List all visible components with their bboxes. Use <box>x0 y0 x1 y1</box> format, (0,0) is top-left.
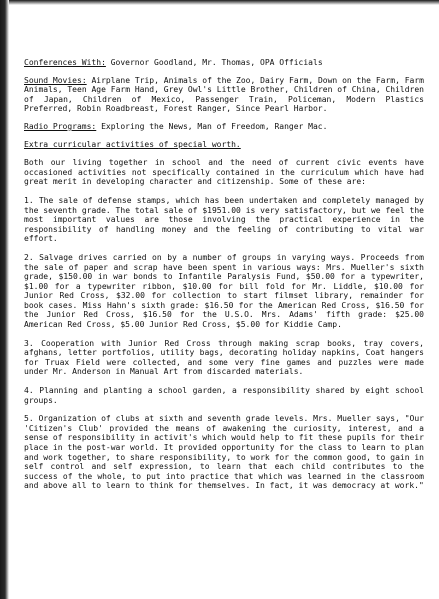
section-title: Extra curricular activities of special worth. <box>24 139 241 149</box>
radio-programs-text: Exploring the News, Man of Freedom, Ranger Mac. <box>96 121 328 131</box>
item-school-garden: 4. Planning and planting a school garden, a responsibility shared by eight school groups. <box>24 386 424 405</box>
scan-edge-left <box>0 0 9 599</box>
item-junior-red-cross: 3. Cooperation with Junior Red Cross through making scrap books, tray covers, afghans, letter portfolios, utility bags, decorating holiday napkins, Coat hangers for Truax Field were collected, and some very fine games and puzzles were made under Mr. Anderson in Manual Art from discarded materials. <box>24 338 424 377</box>
item-clubs: 5. Organization of clubs at sixth and seventh grade levels. Mrs. Mueller says, "Our 'Citizen's Club' provided the means of awakening the curiosity, interest, and a sense of responsibility in activit's which would help to fit these pupils for their place in the post-war world. It provided opportunity for the class to learn to plan and work together, to share responsibility, to work for the common good, to gain in self control and self expression, to learn that each child contributes to the success of the whole, to put into practice that which was learned in the classroom and above all to learn to think for themselves. In fact, it was democracy at work." <box>24 414 424 491</box>
conferences-line <box>24 58 424 68</box>
sound-movies-paragraph <box>24 76 424 114</box>
document-body <box>24 58 424 500</box>
sound-movies-text: Airplane Trip, Animals of the Zoo, Dairy Farm, Down on the Farm, Farm Animals, Teen Age Farm Hand, Grey Owl's Little Brother, Children of China, Children of Japan, Children of Mexico, Passenger Train, Policeman, Modern Plastics Preferred, Robin Roadbreast, Forest Ranger, Since Pearl Harbor. <box>24 75 424 114</box>
sound-movies-label: Sound Movies: <box>24 75 87 85</box>
item-defense-stamps: 1. The sale of defense stamps, which has been undertaken and completely managed by the seventh grade. The total sale of $1951.00 is very satisfactory, but we feel the most important values are those involving the practical experience in the responsibility of handling money and the feeling of contributing to vital war effort. <box>24 195 424 244</box>
conferences-label: Conferences With: <box>24 58 106 67</box>
radio-programs-line <box>24 122 424 132</box>
conferences-text: Governor Goodland, Mr. Thomas, OPA Officials <box>105 58 323 67</box>
scan-edge-top <box>0 0 439 5</box>
intro-paragraph: Both our living together in school and the need of current civic events have occasioned activities not specifically contained in the curriculum which have had great merit in developing character and citizenship. Some of these are: <box>24 158 424 187</box>
radio-programs-label: Radio Programs: <box>24 121 97 131</box>
item-salvage-drives: 2. Salvage drives carried on by a number of groups in varying ways. Proceeds from the sale of paper and scrap have been spent in various ways: Mrs. Mueller's sixth grade, $150.00 in war bonds to Infantile Paralysis Fund, $50.00 for a typewriter, $1.00 for a typewriter ribbon, $10.00 for bill fold for Mr. Liddle, $10.00 for Junior Red Cross, $32.00 for collection to start filmset library, remainder for book cases. Miss Hahn's sixth grade: $16.50 for the American Red Cross, $16.50 for the Junior Red Cross, $16.50 for the U.S.O. Mrs. Adams' fifth grade: $25.00 American Red Cross, $5.00 Junior Red Cross, $5.00 for Kiddie Camp. <box>24 252 424 330</box>
